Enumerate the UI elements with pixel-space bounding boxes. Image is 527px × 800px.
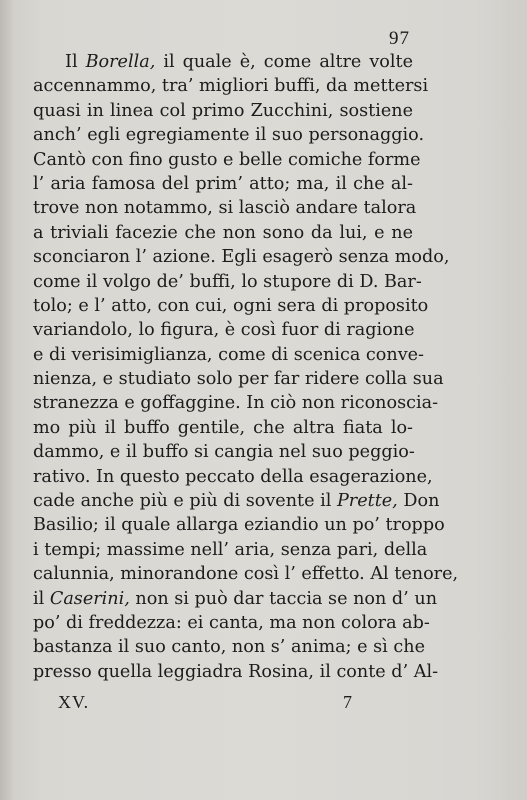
text-line: accennammo, tra’ migliori buffi, da mettersi xyxy=(33,76,429,97)
text-line: po’ di freddezza: ei canta, ma non colora ab- xyxy=(33,612,430,633)
text-line: i tempi; massime nell’ aria, senza pari, della xyxy=(33,539,428,560)
text-line: Basilio; il quale allarga eziandio un po’ troppo xyxy=(33,515,445,536)
page-number: 97 xyxy=(389,28,410,49)
text-line: l’ aria famosa del prim’ atto; ma, il che al- xyxy=(33,173,413,194)
page-spine-shadow xyxy=(0,0,14,800)
text-line: a triviali facezie che non sono da lui, e ne xyxy=(33,222,413,243)
text-line: Il Borella, il quale è, come altre volte xyxy=(65,52,413,72)
text-line: calunnia, minorandone così l’ effetto. Al tenore, xyxy=(33,564,459,585)
signature-number: 7 xyxy=(343,692,352,712)
text-line: mo più il buffo gentile, che altra fiata lo- xyxy=(33,417,413,438)
text-line: nienza, e studiato solo per far ridere colla sua xyxy=(33,369,444,390)
italic-name: Caserini, xyxy=(49,588,130,609)
text-line: il Caserini, non si può dar taccia se non d’ un xyxy=(33,588,438,609)
text-line: rativo. In questo peccato della esagerazione, xyxy=(33,466,433,487)
text-line: anch’ egli egregiamente il suo personaggio. xyxy=(33,125,425,146)
text-line: stranezza e goffaggine. In ciò non riconoscia- xyxy=(33,393,439,414)
text-line: tolo; e l’ atto, con cui, ogni sera di proposito xyxy=(33,295,429,316)
text-line: presso quella leggiadra Rosina, il conte d’ Al- xyxy=(33,661,439,682)
text-line: come il volgo de’ buffi, lo stupore di D. Bar- xyxy=(33,271,422,292)
text-line: Cantò con fino gusto e belle comiche forme xyxy=(33,149,421,170)
signature-mark: XV. xyxy=(58,692,90,712)
text-line: variandolo, lo figura, è così fuor di ragione xyxy=(33,320,415,341)
italic-name: Prette, xyxy=(336,491,398,512)
italic-name: Borella, xyxy=(85,52,156,72)
text-line: trove non notammo, si lasciò andare talora xyxy=(33,198,417,219)
text-line: quasi in linea col primo Zucchini, sostiene xyxy=(33,100,413,121)
text-line: bastanza il suo canto, non s’ anima; e sì che xyxy=(33,637,425,658)
body-text xyxy=(33,50,459,684)
text-line: cade anche più e più di sovente il Prette, Don xyxy=(33,491,440,512)
text-line: dammo, e il buffo si cangia nel suo peggio- xyxy=(33,442,415,463)
text-line: sconciaron l’ azione. Egli esagerò senza modo, xyxy=(33,247,450,268)
text-line: e di verisimiglianza, come di scenica conve- xyxy=(33,344,424,365)
